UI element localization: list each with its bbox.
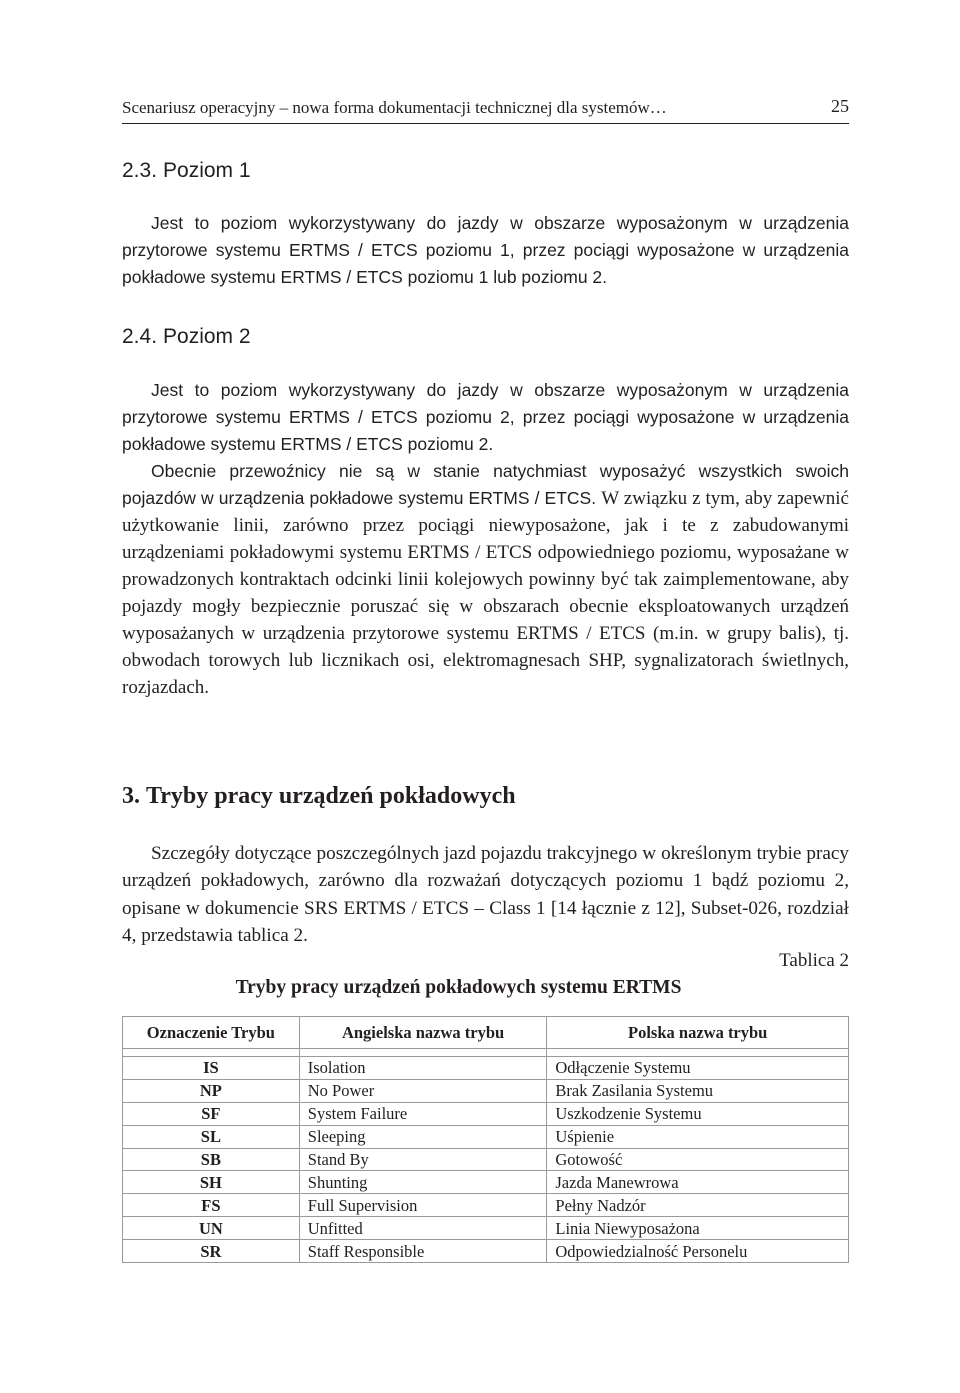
- mode-english-name: Unfitted: [299, 1217, 547, 1240]
- column-header-english: Angielska nazwa trybu: [299, 1017, 547, 1049]
- mode-code: SB: [123, 1148, 300, 1171]
- mode-code: FS: [123, 1194, 300, 1217]
- table-title-text: Tryby pracy urządzeń pokładowych systemu ERTMS: [235, 977, 682, 998]
- column-header-polish: Polska nazwa trybu: [547, 1017, 849, 1049]
- mode-english-name: Shunting: [299, 1171, 547, 1194]
- table-row: [123, 1057, 849, 1080]
- section-2-4-number: 2.4.: [122, 325, 158, 348]
- mode-code: NP: [123, 1079, 300, 1102]
- mode-code: UN: [123, 1217, 300, 1240]
- running-header-title: Scenariusz operacyjny – nowa forma dokumentacji technicznej dla systemów…: [122, 98, 667, 117]
- mode-polish-name: Brak Zasilania Systemu: [547, 1079, 849, 1102]
- mode-english-name: Stand By: [299, 1148, 547, 1171]
- section-2-4-heading: [122, 325, 251, 349]
- mode-english-name: Full Supervision: [299, 1194, 547, 1217]
- table-label: Tablica 2: [779, 950, 849, 971]
- section-2-3-number: 2.3.: [122, 159, 158, 182]
- mode-polish-name: Odpowiedzialność Personelu: [547, 1240, 849, 1263]
- mode-code: SH: [123, 1171, 300, 1194]
- mode-polish-name: Uśpienie: [547, 1125, 849, 1148]
- chapter-3-title: Tryby pracy urządzeń pokładowych: [146, 783, 516, 809]
- mode-english-name: System Failure: [299, 1102, 547, 1125]
- running-header: [122, 98, 849, 124]
- mode-code: SR: [123, 1240, 300, 1263]
- table-row: [123, 1194, 849, 1217]
- mode-english-name: No Power: [299, 1079, 547, 1102]
- mode-code: IS: [123, 1057, 300, 1080]
- table-row: [123, 1217, 849, 1240]
- chapter-3-number: 3.: [122, 783, 140, 809]
- mode-code: SL: [123, 1125, 300, 1148]
- table-row: [123, 1148, 849, 1171]
- modes-table: [122, 1016, 849, 1263]
- chapter-3-paragraph: Szczegóły dotyczące poszczególnych jazd pojazdu trakcyjnego w określonym trybie pracy urządzeń pokładowych, zarówno dla rozważań dotyczących poziomu 1 bądź poziomu 2, opisane w dokumencie SRS ERTMS / ETCS – Class 1 [14 łącznie z 12], Subset-026, rozdział 4, przedstawia tablica 2.: [122, 843, 849, 947]
- mode-english-name: Staff Responsible: [299, 1240, 547, 1263]
- section-2-4-title: Poziom 2: [163, 325, 251, 348]
- section-2-4-paragraph-2a: Obecnie przewoźnicy nie są w stanie natychmiast wyposażyć wszystkich swoich pojazdów w urządzenia pokładowe systemu ERTMS / ETCS.: [122, 461, 849, 508]
- mode-english-name: Sleeping: [299, 1125, 547, 1148]
- section-2-3-title: Poziom 1: [163, 159, 251, 182]
- mode-english-name: Isolation: [299, 1057, 547, 1080]
- table-row: [123, 1171, 849, 1194]
- table-spacer-row: [123, 1049, 849, 1057]
- section-2-4-paragraph-1: Jest to poziom wykorzystywany do jazdy w obszarze wyposażonym w urządzenia przytorowe systemu ERTMS / ETCS poziomu 2, przez pociągi wyposażone w urządzenia pokładowe systemu ERTMS / ETCS poziomu 2.: [122, 380, 849, 454]
- table-header-row: [123, 1017, 849, 1049]
- table-row: [123, 1079, 849, 1102]
- table-row: [123, 1240, 849, 1263]
- section-2-4-paragraph-2: [122, 458, 849, 701]
- mode-polish-name: Odłączenie Systemu: [547, 1057, 849, 1080]
- chapter-3-heading: [122, 783, 516, 810]
- section-2-4-paragraph-3: W związku z tym, aby zapewnić użytkowanie linii, zarówno przez pociągi niewyposażone, jak i te z zabudowanymi urządzeniami pokładowymi systemu ERTMS / ETCS odpowiedniego poziomu, wyposażane w prowadzonych kontraktach odcinki linii kolejowych powinny być tak zaimplementowane, aby pojazdy mogły bezpiecznie poruszać się w obszarach obecnie eksploatowanych urządzeń wyposażanych w urządzenia przytorowe systemu ERTMS / ETCS (m.in. w grupy balis), tj. obwodach torowych lub licznikach osi, elektromagnesach SHP, sygnalizatorach świetlnych, rozjazdach.: [122, 488, 849, 698]
- table-row: [123, 1102, 849, 1125]
- mode-polish-name: Uszkodzenie Systemu: [547, 1102, 849, 1125]
- table-title: [122, 977, 849, 999]
- mode-polish-name: Gotowość: [547, 1148, 849, 1171]
- mode-polish-name: Pełny Nadzór: [547, 1194, 849, 1217]
- mode-code: SF: [123, 1102, 300, 1125]
- mode-polish-name: Linia Niewyposażona: [547, 1217, 849, 1240]
- table-row: [123, 1125, 849, 1148]
- mode-polish-name: Jazda Manewrowa: [547, 1171, 849, 1194]
- column-header-code: Oznaczenie Trybu: [123, 1017, 300, 1049]
- section-2-3-heading: [122, 159, 251, 183]
- page-number: 25: [831, 96, 849, 116]
- section-2-3-paragraph: Jest to poziom wykorzystywany do jazdy w obszarze wyposażonym w urządzenia przytorowe systemu ERTMS / ETCS poziomu 1, przez pociągi wyposażone w urządzenia pokładowe systemu ERTMS / ETCS poziomu 1 lub poziomu 2.: [122, 213, 849, 287]
